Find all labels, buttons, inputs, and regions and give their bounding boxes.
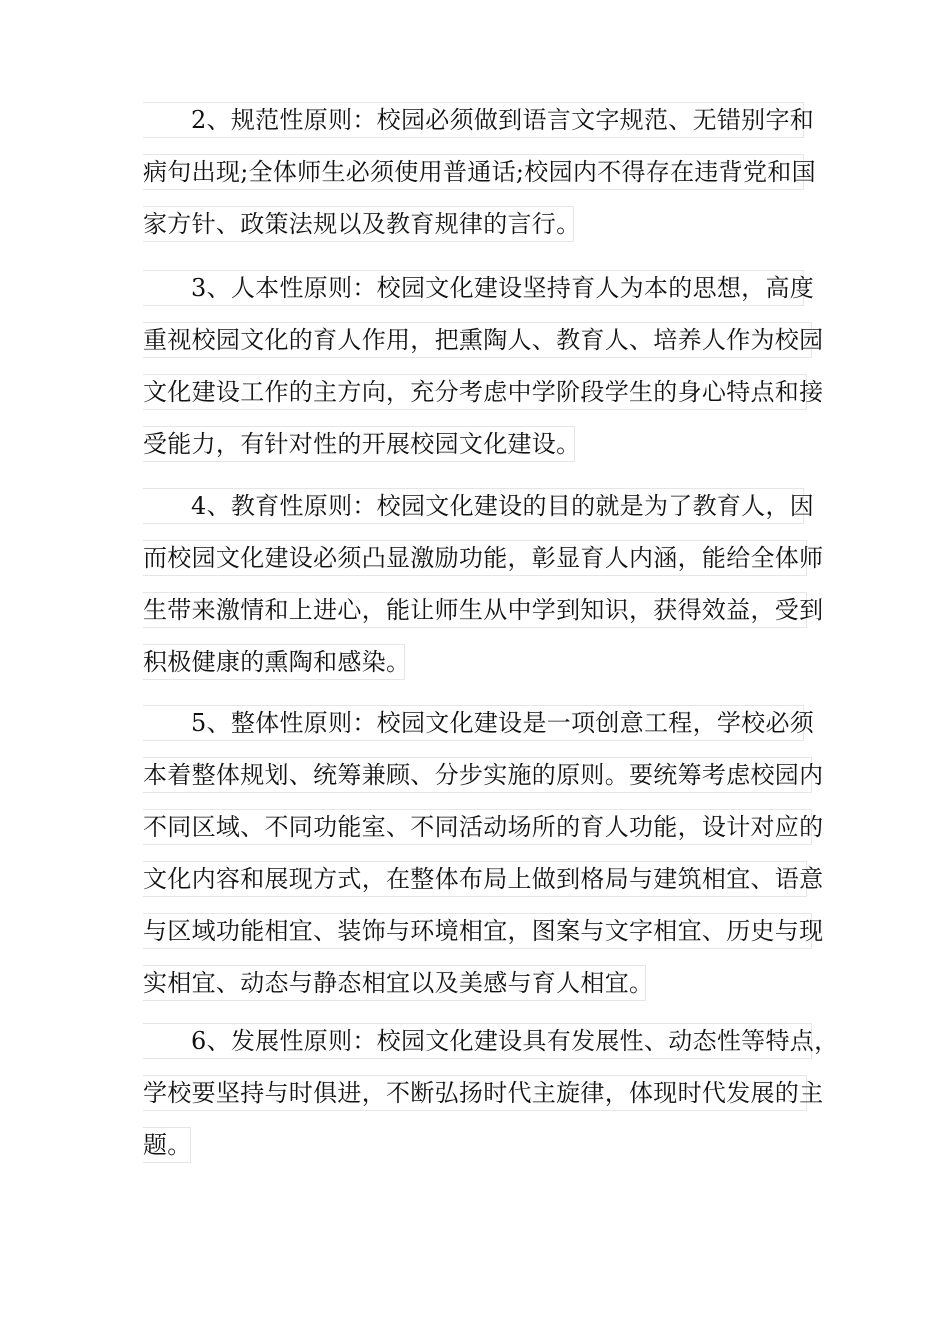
text-line: 与区域功能相宜、装饰与环境相宜，图案与文字相宜、历史与现 — [143, 905, 823, 957]
text-line: 题。 — [143, 1119, 838, 1171]
text-line: 5、整体性原则：校园文化建设是一项创意工程，学校必须 — [143, 697, 823, 749]
paragraph-development-principle — [143, 1015, 838, 1171]
paragraph-people-oriented-principle — [143, 262, 823, 470]
paragraph-educational-principle — [143, 480, 823, 688]
text-line: 积极健康的熏陶和感染。 — [143, 636, 823, 688]
text-line: 学校要坚持与时俱进，不断弘扬时代主旋律，体现时代发展的主 — [143, 1067, 838, 1119]
text-line: 不同区域、不同功能室、不同活动场所的育人功能，设计对应的 — [143, 801, 823, 853]
text-line: 重视校园文化的育人作用，把熏陶人、教育人、培养人作为校园 — [143, 314, 823, 366]
text-line: 3、人本性原则：校园文化建设坚持育人为本的思想，高度 — [143, 262, 823, 314]
text-line: 4、教育性原则：校园文化建设的目的就是为了教育人，因 — [143, 480, 823, 532]
text-line: 文化内容和展现方式，在整体布局上做到格局与建筑相宜、语意 — [143, 853, 823, 905]
text-line: 文化建设工作的主方向，充分考虑中学阶段学生的身心特点和接 — [143, 366, 823, 418]
paragraph-normative-principle — [143, 94, 816, 250]
text-line: 6、发展性原则：校园文化建设具有发展性、动态性等特点， — [143, 1015, 838, 1067]
text-line: 受能力，有针对性的开展校园文化建设。 — [143, 418, 823, 470]
text-line: 生带来激情和上进心，能让师生从中学到知识，获得效益，受到 — [143, 584, 823, 636]
text-line: 病句出现;全体师生必须使用普通话;校园内不得存在违背党和国 — [143, 146, 816, 198]
text-line: 家方针、政策法规以及教育规律的言行。 — [143, 198, 816, 250]
text-line: 实相宜、动态与静态相宜以及美感与育人相宜。 — [143, 957, 823, 1009]
paragraph-holistic-principle — [143, 697, 823, 1009]
text-line: 本着整体规划、统筹兼顾、分步实施的原则。要统筹考虑校园内 — [143, 749, 823, 801]
text-line: 而校园文化建设必须凸显激励功能，彰显育人内涵，能给全体师 — [143, 532, 823, 584]
text-line: 2、规范性原则：校园必须做到语言文字规范、无错别字和 — [143, 94, 816, 146]
